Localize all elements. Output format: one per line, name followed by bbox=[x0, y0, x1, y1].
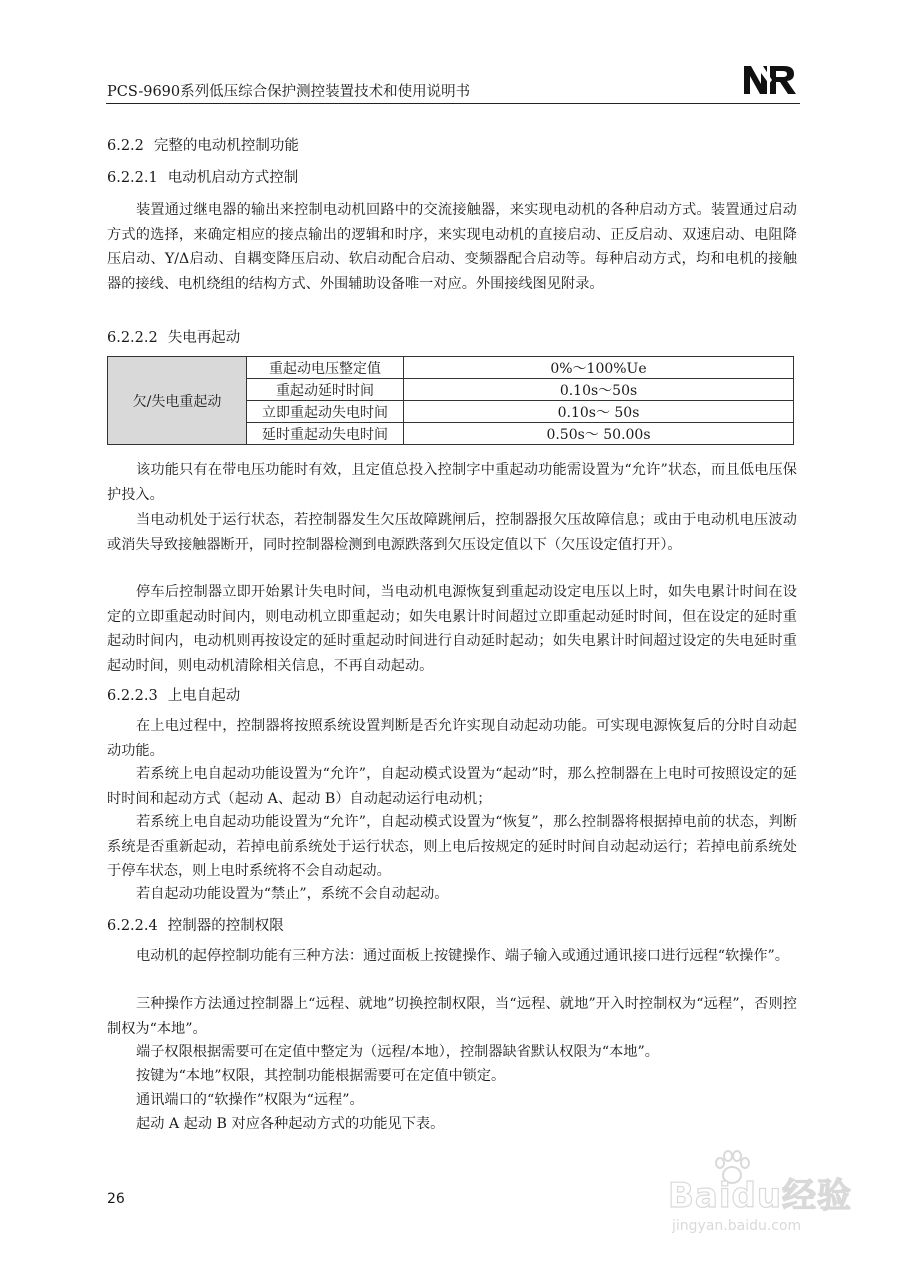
nr-logo bbox=[742, 62, 798, 96]
table-cell-value: 0.10s～ 50s bbox=[404, 401, 794, 423]
paragraph-function-condition: 该功能只有在带电压功能时有效，且定值总投入控制字中重起动功能需设置为“允许”状态，而且低电压保护投入。 bbox=[107, 462, 797, 503]
table-cell-value: 0.10s～50s bbox=[404, 379, 794, 401]
table-cell-value: 0.50s～ 50.00s bbox=[404, 423, 794, 445]
paragraph-disabled-mode: 若自起动功能设置为“禁止”，系统不会自动起动。 bbox=[136, 886, 449, 902]
table-row-label: 欠/失电重起动 bbox=[108, 357, 247, 445]
section-number: 6.2.2.2 bbox=[107, 330, 158, 346]
section-heading-6-2-2-4 bbox=[107, 914, 284, 935]
paragraph-key-permission: 按键为“本地”权限，其控制功能根据需要可在定值中锁定。 bbox=[136, 1068, 506, 1084]
table-cell-value: 0%～100%Ue bbox=[404, 357, 794, 379]
paragraph-auto-start-mode: 若系统上电自起动功能设置为“允许”，自起动模式设置为“起动”时，那么控制器在上电时可按照设定的延时时间和起动方式（起动 A、起动 B）自动起动运行电动机； bbox=[107, 766, 797, 807]
section-number: 6.2.2.1 bbox=[107, 170, 158, 186]
section-title: 失电再起动 bbox=[167, 330, 241, 346]
section-heading-6-2-2-2 bbox=[107, 326, 240, 347]
section-title: 上电自起动 bbox=[167, 688, 241, 704]
section-title: 控制器的控制权限 bbox=[167, 918, 284, 934]
paragraph-start-modes: 装置通过继电器的输出来控制电动机回路中的交流接触器，来实现电动机的各种启动方式。装置通过启动方式的选择，来确定相应的接点输出的逻辑和时序，来实现电动机的直接启动、正反启动、双速启动、电阻降压启动、Y/Δ启动、自耦变降压启动、软启动配合启动、变频器配合启动等。每种启动方式，均和电机的接触器的接线、电机绕组的结构方式、外围辅助设备唯一对应。外围接线图见附录。 bbox=[107, 202, 797, 292]
page-number: 26 bbox=[107, 1191, 125, 1207]
table-row bbox=[108, 357, 794, 379]
table-cell-param: 重起动电压整定值 bbox=[247, 357, 404, 379]
watermark-brand: Baidu经验 bbox=[668, 1176, 853, 1216]
paragraph-undervoltage-trip: 当电动机处于运行状态，若控制器发生欠压故障跳闸后，控制器报欠压故障信息；或由于电动机电压波动或消失导致接触器断开，同时控制器检测到电源跌落到欠压设定值以下（欠压设定值打开）。 bbox=[107, 512, 797, 553]
section-number: 6.2.2.3 bbox=[107, 688, 158, 704]
document-title: PCS-9690系列低压综合保护测控装置技术和使用说明书 bbox=[107, 84, 471, 100]
section-title: 完整的电动机控制功能 bbox=[153, 138, 299, 154]
section-heading-6-2-2-3 bbox=[107, 684, 240, 705]
section-heading-6-2-2 bbox=[107, 134, 299, 155]
paragraph-remote-local: 三种操作方法通过控制器上“远程、就地”切换控制权限，当“远程、就地”开入时控制权为“远程”，否则控制权为“本地”。 bbox=[107, 996, 797, 1037]
section-number: 6.2.2 bbox=[107, 138, 144, 154]
paragraph-comm-permission: 通讯端口的“软操作”权限为“远程”。 bbox=[136, 1092, 364, 1108]
table-cell-param: 延时重起动失电时间 bbox=[247, 423, 404, 445]
table-cell-param: 立即重起动失电时间 bbox=[247, 401, 404, 423]
header-rule bbox=[106, 103, 800, 104]
table-cell-param: 重起动延时时间 bbox=[247, 379, 404, 401]
watermark-url: jingyan.baidu.com bbox=[672, 1218, 802, 1234]
paragraph-restart-timing: 停车后控制器立即开始累计失电时间，当电动机电源恢复到重起动设定电压以上时，如失电累计时间在设定的立即重起动时间内，则电动机立即重起动；如失电累计时间超过立即重起动延时时间，但在设定的延时重起动时间内，电动机则再按设定的延时重起动时间进行自动延时起动；如失电累计时间超过设定的失电延时重起动时间，则电动机清除相关信息，不再自动起动。 bbox=[107, 584, 797, 674]
section-heading-6-2-2-1 bbox=[107, 166, 298, 187]
paragraph-control-methods: 电动机的起停控制功能有三种方法：通过面板上按键操作、端子输入或通过通讯接口进行远程“软操作”。 bbox=[136, 948, 789, 964]
section-number: 6.2.2.4 bbox=[107, 918, 158, 934]
restart-settings-table bbox=[107, 356, 794, 445]
paragraph-start-ab: 起动 A 起动 B 对应各种起动方式的功能见下表。 bbox=[136, 1116, 445, 1132]
section-title: 电动机启动方式控制 bbox=[167, 170, 299, 186]
paragraph-power-on-check: 在上电过程中，控制器将按照系统设置判断是否允许实现自动起动功能。可实现电源恢复后的分时自动起动功能。 bbox=[107, 718, 797, 759]
baidu-watermark bbox=[640, 1140, 853, 1240]
paragraph-terminal-permission: 端子权限根据需要可在定值中整定为（远程/本地），控制器缺省默认权限为“本地”。 bbox=[136, 1044, 659, 1060]
paragraph-resume-mode: 若系统上电自起动功能设置为“允许”，自起动模式设置为“恢复”，那么控制器将根据掉电前的状态，判断系统是否重新起动，若掉电前系统处于运行状态，则上电后按规定的延时时间自动起动运行；若掉电前系统处于停车状态，则上电时系统将不会自动起动。 bbox=[107, 814, 797, 879]
